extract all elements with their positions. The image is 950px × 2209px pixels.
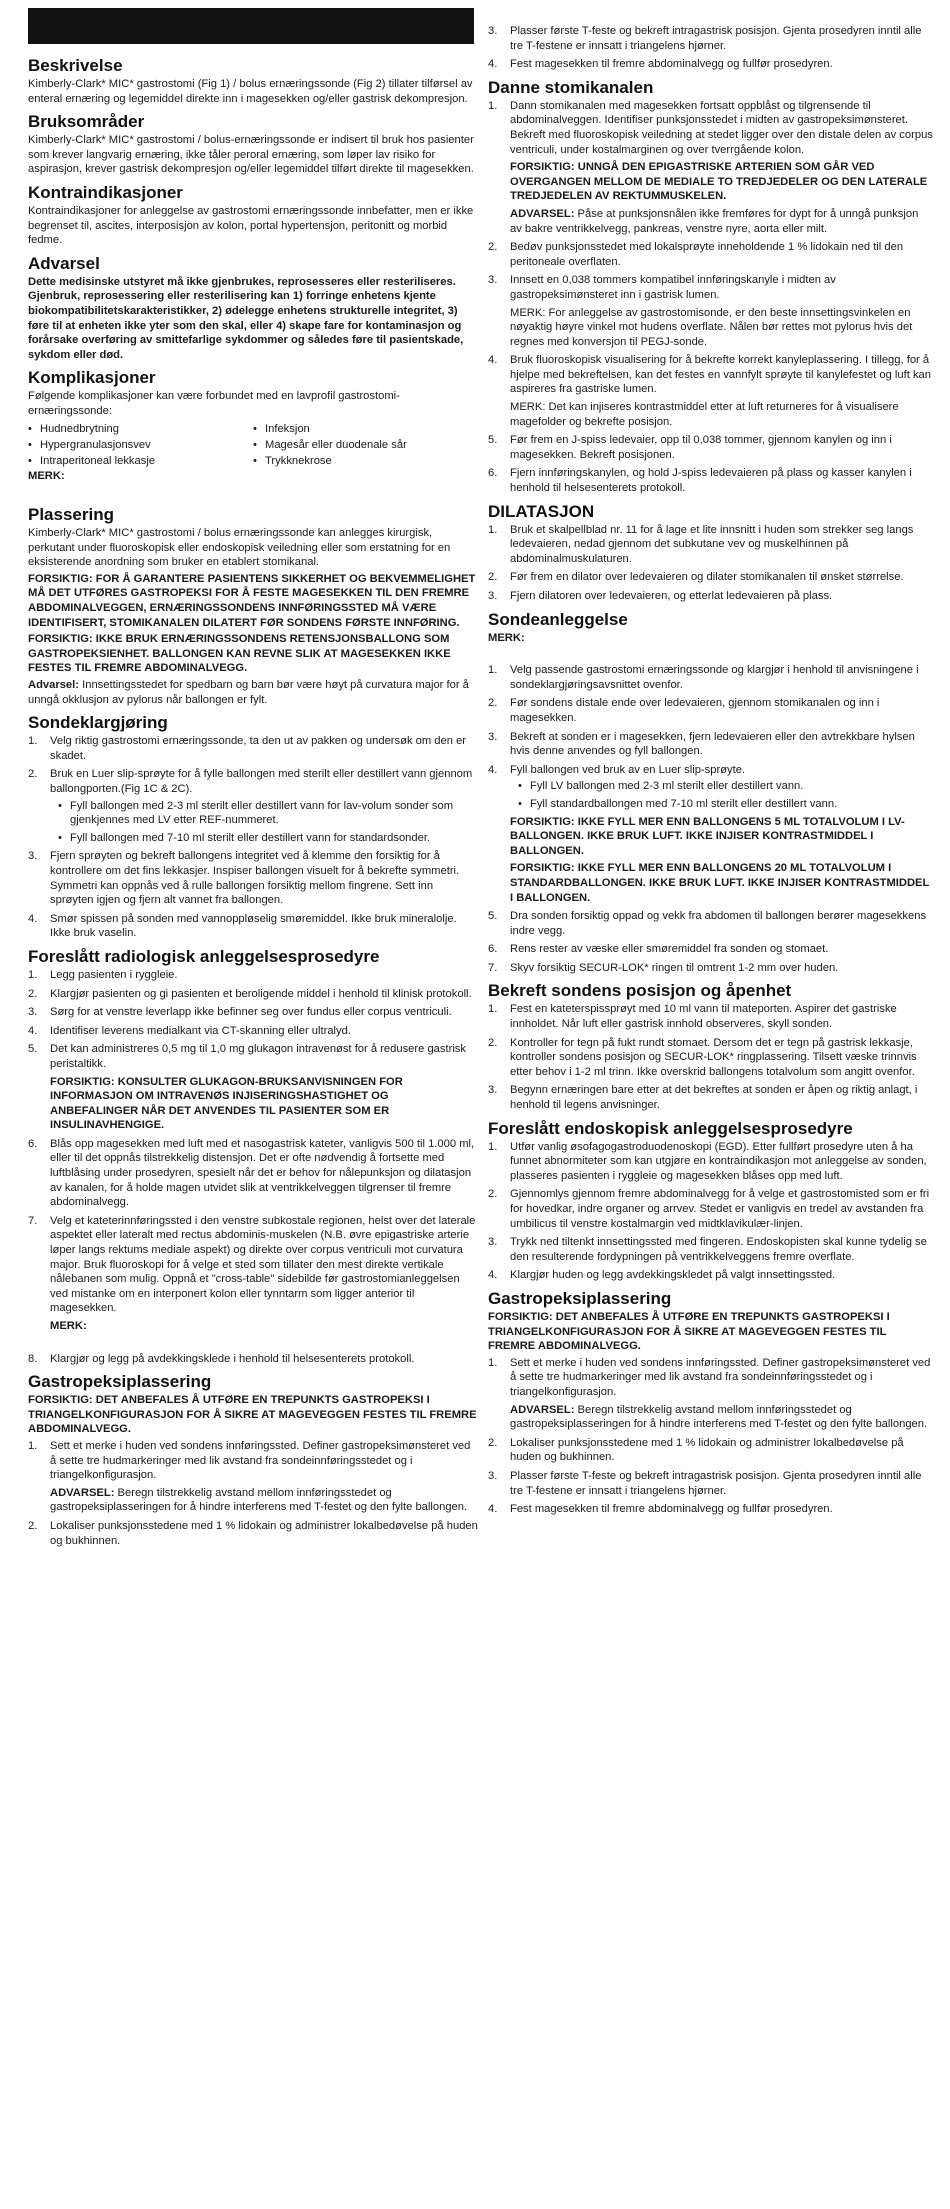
section-title-stomikanal: Danne stomikanalen (488, 77, 654, 97)
item-number: 5. (488, 910, 498, 923)
item-text: Sett et merke i huden ved sondens innføringssted. Definer gastropeksimønsteret ved å sette tre hudmarkeringer med lik avstand fra sondeinnføringsstedet og i triangelkonfigurasjon. (510, 1356, 931, 1398)
item-text: Fjern sprøyten og bekreft ballongens integritet ved å klemme den forsiktig for å kontrollere om det fins lekkasjer. Inspiser ballongen visuelt for å bekrefte symmetri. Symmetri kan oppnås ved å rulle ballongen forsiktig mellom fingrene. Sett inn sprøyten igjen og fjern alt vannet fra ballongen. (50, 850, 460, 907)
item-text: Velg et kateterinnføringssted i den venstre subkostale regionen, helst over det laterale aspektet eller lateralt med rectus abdominis-muskelen (N.B. øvre epigastriske arterie løper langs rektums mediale aspekt) og direkte over corpus ventriculi mot curvatura major. Bruk fluoroskopi for å velge et sted som tillater den mest direkte vertikale nålebanen som mulig. Oppnå et "cross-table" sidebilde før gastrostomianleggelsen ved mistanke om en interponert kolon eller tynntarm som ligger anterior til magesekken. (50, 1214, 476, 1315)
list-item (488, 433, 933, 462)
item-text: Bruk en Luer slip-sprøyte for å fylle ballongen med sterilt eller destillert vann gjennom ballongporten.(Fig 1C & 2C). (50, 768, 473, 795)
sub-list-item: • Fyll ballongen med 2-3 ml sterilt eller destillert vann for lav-volum sonder som gjenkjennes med LV etter REF-nummeret. (58, 799, 478, 828)
caution-text: FORSIKTIG: IKKE FYLL MER ENN BALLONGENS 5 ML TOTALVOLUM I LV-BALLONGEN. IKKE BRUK LUFT. IKKE INJISER KONTRASTMIDDEL I BALLONGEN. (510, 815, 905, 857)
item-text: Plasser første T-feste og bekreft intragastrisk posisjon. Gjenta prosedyren inntil alle tre T-festene er innsatt i triangelens hjørner. (510, 1469, 922, 1497)
item-text: Fyll ballongen ved bruk av en Luer slip-sprøyte. (510, 763, 746, 776)
item-text: Innsett en 0,038 tommers kompatibel innføringskanyle i midten av gastropeksimønsteret inn i gastrisk lumen. (510, 274, 836, 301)
warning-text: Beregn tilstrekkelig avstand mellom innføringsstedet og gastropeksiplasseringen for å hindre interferens med T-festet og den fylte ballongen. (50, 1486, 468, 1514)
list-item (28, 767, 478, 845)
list-item (488, 696, 933, 725)
spacer (28, 485, 478, 499)
list-item (28, 1352, 478, 1367)
item-number: 3. (488, 25, 498, 37)
item-number: 1. (488, 664, 498, 677)
warning-text: Påse at punksjonsnålen ikke fremføres for dypt for å unngå punksjon av bakre ventrikkelvegg, pankreas, venstre nyre, aorta eller milt. (510, 207, 919, 235)
list-item (488, 523, 933, 567)
complication-item: • Magesår eller duodenale sår (253, 437, 478, 453)
warning-label: ADVARSEL: (510, 207, 575, 220)
radiologisk-list (28, 968, 478, 1366)
list-item (488, 24, 933, 53)
item-number: 3. (488, 274, 498, 287)
complication-item: • Hypergranulasjonsvev (28, 437, 253, 453)
item-text: Begynn ernæringen bare etter at det bekreftes at sonden er åpen og riktig anlagt, i henhold til legens anvisninger. (510, 1084, 918, 1112)
item-number: 1. (488, 1003, 498, 1016)
section-title-gastropeksi: Gastropeksiplassering (28, 1372, 212, 1392)
item-number: 8. (28, 1352, 38, 1365)
item-text: Identifiser leverens medialkant via CT-skanning eller ultralyd. (50, 1024, 351, 1037)
beskrivelse-text: Kimberly-Clark* MIC* gastrostomi (Fig 1) / bolus ernæringssonde (Fig 2) tillater tilførsel av enteral ernæring og legemiddel direkte inn i magesekken og/eller gastrisk dekompresjon. (28, 78, 473, 105)
list-item (28, 912, 478, 941)
item-number: 3. (488, 1236, 498, 1249)
item-text: Klargjør og legg på avdekkingsklede i henhold til helsesenterets protokoll. (50, 1352, 415, 1365)
item-text: Før sondens distale ende over ledevaieren, gjennom stomikanalen og inn i magesekken. (510, 697, 880, 724)
list-item (28, 1137, 478, 1210)
bekreft-list (488, 1002, 933, 1112)
item-number: 1. (28, 1439, 38, 1452)
section-title-gastropeksi2: Gastropeksiplassering (488, 1288, 672, 1308)
list-item (488, 730, 933, 759)
section-title-advarsel: Advarsel (28, 253, 100, 273)
item-text: Plasser første T-feste og bekreft intragastrisk posisjon. Gjenta prosedyren inntil alle tre T-festene er innsatt i triangelens hjørner. (510, 25, 922, 52)
item-text: Bruk fluoroskopisk visualisering for å bekrefte korrekt kanyleplassering. I tillegg, for å hjelpe med bekreftelsen, kan det festes en vannfylt sprøyte til kanylefestet og luft kan aspireres fra gastriske lumen. (510, 354, 932, 396)
item-number: 6. (488, 943, 498, 956)
spacer (50, 1334, 478, 1348)
endoskopisk-list (488, 1140, 933, 1283)
item-text: Fjern innføringskanylen, og hold J-spiss ledevaieren på plass og kasser kanylen i henhold til helsesenterets protokoll. (510, 467, 912, 495)
warning-note (50, 1486, 478, 1515)
list-item (488, 961, 933, 976)
kontraindikasjoner-text: Kontraindikasjoner for anleggelse av gastrostomi ernæringssonde innbefatter, men er ikke begrenset til, ascites, interposisjon av kolon, portal hypertensjon, peritonitt og morbid fedme. (28, 204, 474, 247)
caution-text: FORSIKTIG: DET ANBEFALES Å UTFØRE EN TREPUNKTS GASTROPEKSI I TRIANGELKONFIGURASJON FOR Å SIKRE AT MAGEVEGGEN FESTES TIL FREMRE ABDOMINALVEGG. (28, 1394, 477, 1436)
item-number: 6. (488, 467, 498, 480)
caution-text: FORSIKTIG: IKKE FYLL MER ENN BALLONGENS 20 ML TOTALVOLUM I STANDARDBALLONGEN. IKKE BRUK LUFT. IKKE INJISER KONTRASTMIDDEL I BALLONGEN. (510, 862, 930, 904)
item-text: Bekreft at sonden er i magesekken, fjern ledevaieren eller den avtrekkbare hylsen hvis denne anvendes og fyll ballongen. (510, 730, 915, 758)
section-title-sondeklargjoring: Sondeklargjøring (28, 713, 168, 733)
item-number: 4. (488, 763, 498, 776)
item-number: 2. (28, 987, 38, 1000)
list-item (488, 1469, 933, 1498)
item-number: 4. (488, 58, 498, 71)
sub-list-item: • Fyll ballongen med 7-10 ml sterilt eller destillert vann for standardsonder. (58, 831, 478, 846)
item-text: Trykk ned tiltenkt innsettingssted med fingeren. Endoskopisten skal kunne tydelig se den resulterende fordypningen på ventrikkelveggens fremre overflate. (510, 1236, 927, 1263)
list-item (28, 987, 478, 1002)
item-number: 3. (28, 1006, 38, 1019)
item-text: Før frem en dilator over ledevaieren og dilater stomikanalen til ønsket størrelse. (510, 571, 904, 584)
section-title-beskrivelse: Beskrivelse (28, 56, 123, 75)
list-item (28, 734, 478, 763)
item-number: 1. (488, 99, 498, 112)
complication-item: • Intraperitoneal lekkasje (28, 453, 253, 469)
caution-text: FORSIKTIG: KONSULTER GLUKAGON-BRUKSANVISNINGEN FOR INFORMASJON OM INTRAVENØS INJISERINGSHASTIGHET OG ANBEFALINGER NÅR DET ANVENDES TIL PASIENTER SOM ER INSULINAVHENGIGE. (50, 1075, 403, 1132)
list-item (28, 968, 478, 983)
item-number: 2. (488, 571, 498, 584)
list-item (488, 1356, 933, 1432)
caution-text: FORSIKTIG: IKKE BRUK ERNÆRINGSSONDENS RETENSJONSBALLONG SOM GASTROPEKSIENHET. BALLONGEN KAN REVNE SLIK AT MAGESEKKEN IKKE FESTES TIL FREMRE ABDOMINALVEGG. (28, 633, 451, 675)
item-number: 2. (488, 697, 498, 710)
sub-list (518, 779, 933, 811)
item-number: 1. (488, 1356, 498, 1369)
list-item (28, 1214, 478, 1348)
sub-list-item: • Fyll LV ballongen med 2-3 ml sterilt eller destillert vann. (518, 779, 933, 794)
item-number: 7. (28, 1214, 38, 1227)
list-item (28, 1005, 478, 1020)
advarsel-text: Dette medisinske utstyret må ikke gjenbrukes, reprosesseres eller resteriliseres. Gjenbruk, reprosessering eller resterilisering kan 1) forringe enhetens kjente biokompatibilitetskarakteristikker, 2) ødelegge enhetens strukturelle integritet, 3) føre til at enheten ikke yter som den skal, eller 4) skape fare for kontaminasjon og forårsake overføring av smittefarlige sykdommer og således føre til pasientskade, sykdom eller død. (28, 275, 464, 361)
caution-text: FORSIKTIG: UNNGÅ DEN EPIGASTRISKE ARTERIEN SOM GÅR VED OVERGANGEN MELLOM DE MEDIALE TO TREDJEDELER OG DEN LATERALE TREDJEDELEN AV REKTUMMUSKELEN. (510, 161, 928, 203)
warning-note (510, 1403, 933, 1432)
note-label: MERK: (488, 631, 525, 644)
item-number: 7. (488, 961, 498, 974)
section-title-kontraindikasjoner: Kontraindikasjoner (28, 182, 183, 202)
right-content (488, 24, 933, 1517)
sub-list-item: • Fyll standardballongen med 7-10 ml sterilt eller destillert vann. (518, 797, 933, 812)
item-text: Dann stomikanalen med magesekken fortsatt oppblåst og tilgrensende til abdominalveggen. Identifiser punksjonsstedet i midten av gastropeksimønsteret. Bekreft med fluoroskopisk veiledning at stedet ligger over den distale delen av corpus ventriculi, under kostalmarginen og over tverrgående kolon. (510, 99, 933, 156)
item-number: 4. (488, 1503, 498, 1516)
warning-label: ADVARSEL: (50, 1486, 115, 1499)
item-number: 3. (488, 1084, 498, 1097)
item-text: Smør spissen på sonden med vannoppløselig smøremiddel. Ikke bruk mineralolje. Ikke bruk vaselin. (50, 912, 457, 940)
item-text: Fest magesekken til fremre abdominalvegg og fullfør prosedyren. (510, 58, 833, 71)
dilatasjon-list (488, 523, 933, 604)
list-item (28, 1024, 478, 1039)
warning-label: Advarsel: (28, 679, 79, 692)
item-text: Fest en kateterspissprøyt med 10 ml vann til mateporten. Aspirer det gastriske innholdet. Når luft eller gastrisk innhold observeres, skyll sonden. (510, 1003, 897, 1031)
item-text: Utfør vanlig øsofagogastroduodenoskopi (EGD). Etter fullført prosedyre uten å ha funnet abnormiteter som kan utgjøre en kontraindikasjon mot anleggelse av sonden, plasseres pasienten i ryggleie og magesekken blåses opp med luft. (510, 1140, 927, 1182)
item-text: Fest magesekken til fremre abdominalvegg og fullfør prosedyren. (510, 1503, 833, 1516)
warning-text: Beregn tilstrekkelig avstand mellom innføringsstedet og gastropeksiplasseringen for å hindre interferens med T-festet og den fylte ballongen. (510, 1403, 928, 1431)
bruksomrader-text: Kimberly-Clark* MIC* gastrostomi / bolus-ernæringssonde er indisert til bruk hos pasienter som krever langvarig ernæring, ikke tåler peroral ernæring, som løper lav risiko for aspirasjon, krever gastrisk dekompresjon og/eller legemiddel tilført direkte til magesekken. (28, 134, 474, 176)
caution-text: FORSIKTIG: DET ANBEFALES Å UTFØRE EN TREPUNKTS GASTROPEKSI I TRIANGELKONFIGURASJON FOR Å SIKRE AT MAGEVEGGEN FESTES TIL FREMRE ABDOMINALVEGG. (488, 1310, 890, 1353)
item-text: Det kan administreres 0,5 mg til 1,0 mg glukagon intravenøst for å redusere gastrisk peristaltikk. (50, 1043, 466, 1070)
sub-list (58, 799, 478, 846)
section-title-bekreft: Bekreft sondens posisjon og åpenhet (488, 981, 792, 1001)
complication-list (28, 421, 478, 469)
item-text: Kontroller for tegn på fukt rundt stomaet. Dersom det er tegn på gastrisk lekkasje, kontroller sondens posisjon og SECUR-LOK* ringplassering. Tilsett væske trinnvis etter behov i 1-2 ml trinn. Ikke overskrid ballongens totalvolum som angitt ovenfor. (510, 1036, 917, 1078)
section-title-komplikasjoner: Komplikasjoner (28, 368, 156, 388)
list-item (488, 1140, 933, 1184)
list-item (488, 466, 933, 495)
warning-label: ADVARSEL: (510, 1403, 575, 1416)
list-item (488, 570, 933, 585)
section-title-dilatasjon: DILATASJON (488, 501, 595, 521)
gastropeksi2-list (488, 1356, 933, 1517)
komplikasjoner-intro: Følgende komplikasjoner kan være forbundet med en lavprofil gastrostomi-ernæringssonde: (28, 390, 400, 417)
section-title-endoskopisk: Foreslått endoskopisk anleggelsesprosedyre (488, 1118, 853, 1138)
item-text: Rens rester av væske eller smøremiddel fra sonden og stomaet. (510, 943, 829, 956)
item-text: Velg riktig gastrostomi ernæringssonde, ta den ut av pakken og undersøk om den er skadet. (50, 735, 467, 762)
sondeanleggelse-list (488, 663, 933, 975)
list-item (488, 1268, 933, 1283)
item-text: Før frem en J-spiss ledevaier, opp til 0,038 tommer, gjennom kanylen og inn i magesekken. Bekreft posisjonen. (510, 434, 892, 461)
item-text: Sett et merke i huden ved sondens innføringssted. Definer gastropeksimønsteret ved å sette tre hudmarkeringer med lik avstand fra sondeinnføringsstedet og i triangelkonfigurasjon. (50, 1439, 471, 1482)
item-text: Blås opp magesekken med luft med et nasogastrisk kateter, vanligvis 500 til 1.000 ml, eller til det oppnås tilstrekkelig distensjon. Det er ofte nødvendig å fortsette med luftblåsing under prosedyren, spesielt når det er behov for nålepunksjon og dilatasjon av kanalen, for å holde magen utvidet slik at ventrikkelveggen tilgrenser til fremre abdominalvegg. (50, 1137, 475, 1209)
list-item (488, 273, 933, 349)
plassering-text: Kimberly-Clark* MIC* gastrostomi / bolus ernæringssonde kan anlegges kirurgisk, perkutant under fluoroskopisk eller endoskopisk veiledning eller som erstatning for en eksisterende anordning som bruker en etablert stomikanal. (28, 527, 451, 569)
list-item (488, 99, 933, 236)
item-text: Klargjør pasienten og gi pasienten et beroligende middel i henhold til klinisk protokoll. (50, 987, 472, 1000)
item-number: 3. (488, 1469, 498, 1482)
item-number: 3. (28, 850, 38, 863)
note-label: MERK: (50, 1320, 87, 1332)
item-number: 6. (28, 1137, 38, 1150)
complication-item: • Hudnedbrytning (28, 421, 253, 437)
item-number: 5. (28, 1043, 38, 1056)
list-item (488, 1002, 933, 1031)
list-item (28, 1439, 478, 1515)
header-bar (28, 8, 474, 44)
item-number: 2. (28, 768, 38, 781)
item-number: 2. (28, 1519, 38, 1532)
item-number: 5. (488, 434, 498, 447)
item-text: Legg pasienten i ryggleie. (50, 968, 178, 981)
list-item (488, 57, 933, 72)
list-item (28, 849, 478, 907)
section-title-bruksomrader: Bruksområder (28, 112, 145, 132)
list-item (488, 240, 933, 269)
item-text: Bruk et skalpellblad nr. 11 for å lage et lite innsnitt i huden som strekker seg langs ledevaieren, nedad gjennom det subkutane vev og muskelhinnen på abdominalmuskulaturen. (510, 523, 914, 565)
section-title-plassering: Plassering (28, 505, 114, 525)
list-item (488, 1502, 933, 1517)
list-item (488, 353, 933, 429)
item-text: Velg passende gastrostomi ernæringssonde og klargjør i henhold til anvisningene i sondeklargjøringsavsnittet ovenfor. (510, 664, 919, 691)
item-number: 3. (488, 730, 498, 743)
item-number: 2. (488, 1436, 498, 1449)
item-number: 1. (28, 735, 38, 748)
continued-list (488, 24, 933, 72)
item-text: Lokaliser punksjonsstedene med 1 % lidokain og administrer lokalbedøvelse på huden og bukhinnen. (50, 1519, 478, 1547)
list-item (488, 942, 933, 957)
right-column (488, 22, 933, 1521)
item-text: Dra sonden forsiktig oppad og vekk fra abdomen til ballongen berører magesekkens indre vegg. (510, 910, 927, 937)
complication-item: • Infeksjon (253, 421, 478, 437)
item-number: 3. (488, 590, 498, 602)
spacer (488, 647, 933, 661)
list-item (28, 1042, 478, 1133)
item-text: Bedøv punksjonsstedet med lokalsprøyte inneholdende 1 % lidokain ned til den peritoneale overflaten. (510, 241, 904, 268)
list-item (488, 1235, 933, 1264)
list-item (488, 589, 933, 604)
warning-text: Innsettingsstedet for spedbarn og barn bør være høyt på curvatura major for å unngå okklusjon av pylorus når ballongen er fylt. (28, 679, 469, 706)
warning-note (510, 207, 933, 236)
list-item (488, 1036, 933, 1080)
note-text: MERK: Det kan injiseres kontrastmiddel etter at luft returneres for å visualisere magefolder og bekrefte posisjon. (510, 401, 899, 428)
list-item (488, 763, 933, 905)
item-number: 2. (488, 1036, 498, 1049)
warning-note (28, 678, 478, 707)
caution-text: FORSIKTIG: FOR Å GARANTERE PASIENTENS SIKKERHET OG BEKVEMMELIGHET MÅ DET UTFØRES GASTROPEKSI FOR Å FESTE MAGESEKKEN TIL DEN FREMRE ABDOMINALVEGGEN, ERNÆRINGSSONDENS INNFØRINGSSTED MÅ VÆRE IDENTIFISERT, STOMIKANALEN DILATERT FØR SONDENS FØRSTE INNFØRING. (28, 572, 476, 629)
list-item (488, 1187, 933, 1231)
list-item (488, 1083, 933, 1112)
item-number: 2. (488, 1188, 498, 1201)
list-item (488, 663, 933, 692)
list-item (488, 1436, 933, 1465)
item-number: 2. (488, 241, 498, 254)
item-number: 4. (488, 354, 498, 367)
sondeklargjoring-list (28, 734, 478, 941)
item-number: 4. (28, 1024, 38, 1037)
item-text: Skyv forsiktig SECUR-LOK* ringen til omtrent 1-2 mm over huden. (510, 961, 839, 974)
note-text: MERK: For anleggelse av gastrostomisonde, er den beste innsettingsvinkelen en nøyaktig høyre vinkel mot hudens overflate. Nålen bør rettes mot pylorus hvis det regnes med konversjon til PEGJ-sonde. (510, 306, 913, 348)
list-item (28, 1519, 478, 1548)
gastropeksi-list (28, 1439, 478, 1548)
item-text: Sørg for at venstre leverlapp ikke befinner seg over fundus eller corpus ventriculi. (50, 1006, 452, 1019)
item-text: Klargjør huden og legg avdekkingskledet på valgt innsettingssted. (510, 1269, 836, 1282)
item-number: 4. (488, 1269, 498, 1282)
complication-item: • Trykknekrose (253, 453, 478, 469)
item-number: 4. (28, 912, 38, 925)
item-text: Lokaliser punksjonsstedene med 1 % lidokain og administrer lokalbedøvelse på huden og bukhinnen. (510, 1436, 904, 1464)
stomikanal-list (488, 99, 933, 496)
list-item (488, 909, 933, 938)
item-number: 1. (488, 523, 498, 536)
section-title-sondeanleggelse: Sondeanleggelse (488, 609, 628, 629)
item-number: 1. (28, 968, 38, 981)
left-content (28, 50, 478, 1552)
section-title-radiologisk: Foreslått radiologisk anleggelsesprosedyre (28, 946, 380, 966)
item-text: Gjennomlys gjennom fremre abdominalvegg for å velge et gastrostomisted som er fri for hovedkar, indre organer og arrvev. Stedet er vanligvis en tredel av avstanden fra umbilicus til venstre kostalmargin ved midtklavikulær-linjen. (510, 1188, 930, 1230)
note-label: MERK: (28, 469, 65, 482)
item-number: 1. (488, 1140, 498, 1153)
item-text: Fjern dilatoren over ledevaieren, og etterlat ledevaieren på plass. (510, 590, 833, 602)
